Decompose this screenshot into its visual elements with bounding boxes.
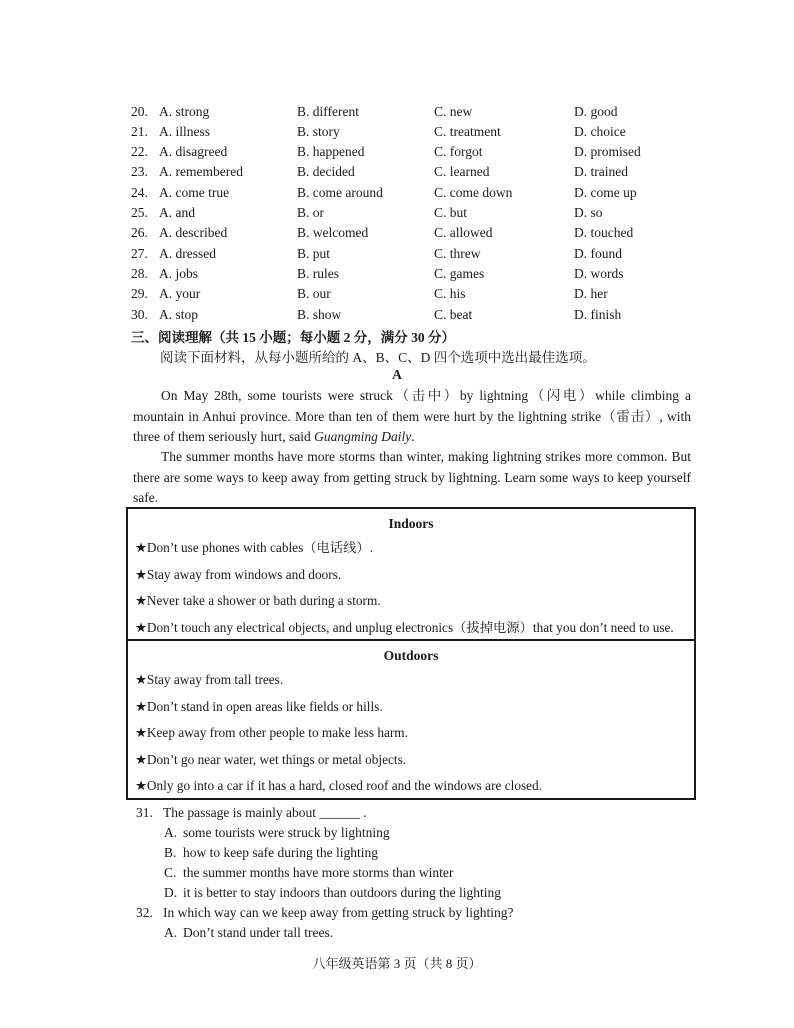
option-a: A. remembered — [159, 164, 243, 179]
option-c: C. new — [434, 104, 473, 119]
question-number: 22. — [131, 144, 148, 159]
option-b: B. show — [297, 307, 342, 322]
option-a: A. stop — [159, 307, 199, 322]
question-number: 32. — [136, 905, 153, 920]
option-b: B. decided — [297, 164, 355, 179]
paragraph-text: On May 28th, some tourists were struck（击中）by lightning（闪电）while climbing a mountain in Anhui province. More than ten of them were hurt by the lightning strike（雷击）, with three of them seriously hurt, said — [133, 388, 691, 444]
tip-item: ★Keep away from other people to make less harm. — [135, 725, 408, 740]
option-b: B. different — [297, 104, 359, 119]
option-a: A. come true — [159, 185, 230, 200]
option-d: D. promised — [574, 144, 641, 159]
option-a: A. described — [159, 225, 228, 240]
option-text: it is better to stay indoors than outdoors during the lighting — [183, 885, 501, 900]
page-footer: 八年级英语第 3 页（共 8 页） — [312, 956, 482, 971]
option-d: D. choice — [574, 124, 626, 139]
option-d: D. so — [574, 205, 603, 220]
option-letter: D. — [164, 885, 178, 900]
question-number: 31. — [136, 805, 153, 820]
question-text: In which way can we keep away from getting struck by lighting? — [163, 905, 514, 920]
option-text: how to keep safe during the lighting — [183, 845, 378, 860]
tip-item: ★Don’t touch any electrical objects, and unplug electronics（拔掉电源）that you don’t need to use. — [135, 619, 674, 635]
option-b: B. put — [297, 246, 331, 261]
option-d: D. good — [574, 104, 618, 119]
option-c: C. learned — [434, 164, 490, 179]
option-c: C. games — [434, 266, 485, 281]
question-number: 24. — [131, 185, 148, 200]
option-a: A. and — [159, 205, 195, 220]
option-d: D. her — [574, 286, 608, 301]
question-number: 30. — [131, 307, 148, 322]
tip-item: ★Don’t stand in open areas like fields or hills. — [135, 698, 383, 714]
question-number: 27. — [131, 246, 148, 261]
option-b: B. rules — [297, 266, 339, 281]
option-letter: C. — [164, 865, 177, 880]
outdoors-tips-box — [126, 639, 696, 800]
option-d: D. trained — [574, 164, 628, 179]
tip-item: ★Don’t use phones with cables（电话线）. — [135, 540, 374, 555]
question-number: 28. — [131, 266, 148, 281]
option-d: D. come up — [574, 185, 637, 200]
question-text: The passage is mainly about ______ . — [163, 805, 367, 820]
question-number: 25. — [131, 205, 148, 220]
option-c: C. allowed — [434, 225, 493, 240]
option-letter: A. — [164, 925, 178, 940]
question-number: 20. — [131, 104, 148, 119]
option-c: C. forgot — [434, 144, 483, 159]
option-text: Don’t stand under tall trees. — [183, 925, 334, 940]
section-instruction: 阅读下面材料，从每小题所给的 A、B、C、D 四个选项中选出最佳选项。 — [160, 350, 596, 365]
passage-paragraph-1 — [133, 386, 691, 448]
passage-paragraph-2 — [133, 447, 691, 509]
tip-item: ★Don’t go near water, wet things or metal objects. — [135, 751, 407, 767]
option-c: C. treatment — [434, 124, 501, 139]
indoors-title: Indoors — [388, 516, 434, 531]
option-a: A. disagreed — [159, 144, 228, 159]
indoors-tips-box — [126, 507, 696, 641]
option-b: B. come around — [297, 185, 383, 200]
option-c: C. but — [434, 205, 468, 220]
option-letter: A. — [164, 825, 178, 840]
passage-label: A — [392, 367, 402, 382]
option-a: A. dressed — [159, 246, 216, 261]
option-text: some tourists were struck by lightning — [183, 825, 390, 840]
option-a: A. jobs — [159, 266, 199, 281]
option-c: C. beat — [434, 307, 473, 322]
option-text: the summer months have more storms than winter — [183, 865, 454, 880]
paragraph-end: . — [411, 429, 415, 444]
section-heading: 三、阅读理解（共 15 小题；每小题 2 分，满分 30 分） — [131, 330, 455, 345]
paragraph-text: The summer months have more storms than winter, making lightning strikes more common. But there are some ways to keep away from getting struck by lightning. Learn some ways to keep yourself safe. — [133, 449, 691, 505]
option-b: B. happened — [297, 144, 365, 159]
tip-item: ★Only go into a car if it has a hard, closed roof and the windows are closed. — [135, 778, 543, 793]
question-number: 26. — [131, 225, 148, 240]
question-number: 23. — [131, 164, 148, 179]
option-d: D. found — [574, 246, 622, 261]
option-b: B. or — [297, 205, 324, 220]
option-b: B. story — [297, 124, 340, 139]
option-a: A. illness — [159, 124, 211, 139]
option-b: B. welcomed — [297, 225, 369, 240]
tip-item: ★Stay away from tall trees. — [135, 672, 284, 687]
question-number: 29. — [131, 286, 148, 301]
question-number: 21. — [131, 124, 148, 139]
option-a: A. strong — [159, 104, 210, 119]
option-d: D. finish — [574, 307, 622, 322]
option-d: D. touched — [574, 225, 634, 240]
newspaper-name: Guangming Daily — [314, 429, 412, 444]
option-a: A. your — [159, 286, 201, 301]
option-letter: B. — [164, 845, 177, 860]
option-c: C. his — [434, 286, 466, 301]
tip-item: ★Never take a shower or bath during a storm. — [135, 593, 381, 608]
outdoors-title: Outdoors — [383, 648, 439, 663]
option-d: D. words — [574, 266, 624, 281]
tip-item: ★Stay away from windows and doors. — [135, 566, 342, 582]
option-c: C. come down — [434, 185, 513, 200]
option-c: C. threw — [434, 246, 481, 261]
option-b: B. our — [297, 286, 331, 301]
